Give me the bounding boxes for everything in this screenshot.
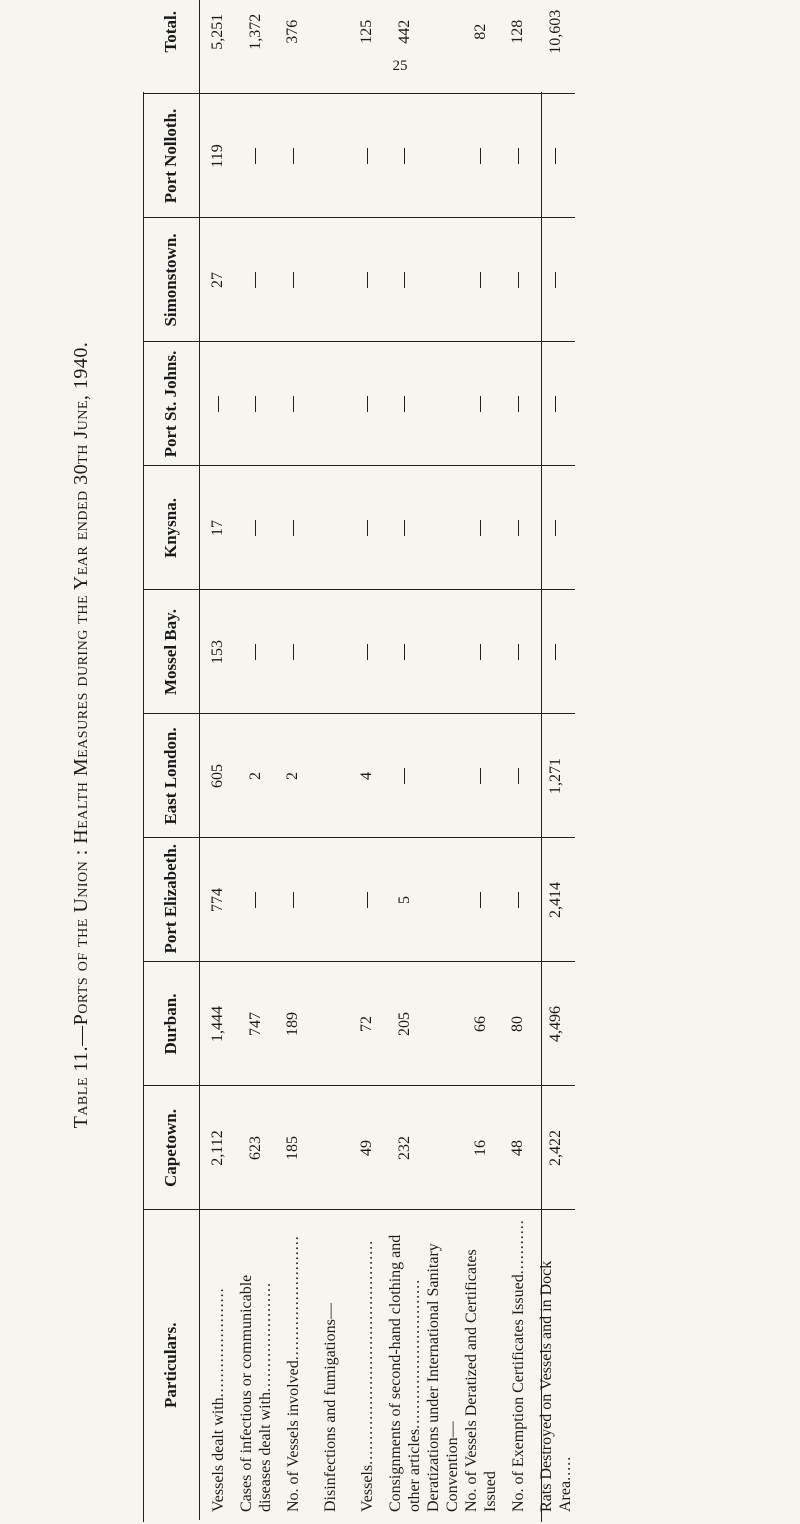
nil-dash — [480, 396, 481, 412]
table-cell — [500, 94, 537, 218]
table-cell — [312, 962, 349, 1086]
row-label-text: Rats Destroyed on Vessels and in Dock Area — [537, 1260, 574, 1512]
table-cell — [537, 94, 575, 218]
table-cell: 27 — [200, 218, 237, 342]
table-cell — [312, 590, 349, 714]
nil-dash — [518, 396, 519, 412]
table-cell — [500, 590, 537, 714]
table-cell — [312, 94, 349, 218]
table-cell — [424, 94, 462, 218]
header-knysna: Knysna. — [143, 466, 200, 590]
nil-dash — [367, 272, 368, 288]
nil-dash — [404, 644, 405, 660]
table-title: —Ports of the Union : Health Measures during the Year ended 30th June, 1940. — [70, 341, 92, 1046]
nil-dash — [218, 396, 219, 412]
table-cell — [537, 466, 575, 590]
row-label — [386, 1210, 424, 1520]
table-cell — [275, 218, 312, 342]
leader-dots: ...................... — [209, 1287, 227, 1398]
table-cell — [237, 342, 275, 466]
row-label-text: Consignments of second-hand clothing and other articles — [386, 1234, 423, 1512]
row-label — [500, 1210, 537, 1520]
table-cell: 205 — [386, 962, 424, 1086]
nil-dash — [367, 148, 368, 164]
header-capetown: Capetown. — [143, 1086, 200, 1210]
table-cell: 1,444 — [200, 962, 237, 1086]
table-row — [500, 0, 537, 1520]
table-cell — [424, 342, 462, 466]
nil-dash — [480, 520, 481, 536]
table-cell — [275, 466, 312, 590]
table-cell: 49 — [349, 1086, 386, 1210]
nil-dash — [255, 396, 256, 412]
nil-dash — [293, 644, 294, 660]
table-cell — [237, 838, 275, 962]
table-cell: 5,251 — [200, 0, 237, 94]
row-label — [237, 1210, 275, 1520]
table-cell: 48 — [500, 1086, 537, 1210]
table-cell: 2,422 — [537, 1086, 575, 1210]
nil-dash — [293, 396, 294, 412]
row-label — [462, 1210, 500, 1520]
row-label — [537, 1210, 575, 1520]
nil-dash — [404, 768, 405, 784]
header-east-london: East London. — [143, 714, 200, 838]
table-cell: 119 — [200, 94, 237, 218]
nil-dash — [255, 148, 256, 164]
table-cell — [537, 342, 575, 466]
header-port-elizabeth: Port Elizabeth. — [143, 838, 200, 962]
nil-dash — [367, 396, 368, 412]
table-cell: 66 — [462, 962, 500, 1086]
health-measures-table — [143, 9, 574, 1520]
header-port-nolloth: Port Nolloth. — [143, 94, 200, 218]
table-cell: 2,414 — [537, 838, 575, 962]
table-row — [200, 0, 237, 1520]
table-cell — [500, 838, 537, 962]
table-cell: 442 — [386, 0, 424, 94]
table-cell: 10,603 — [537, 0, 575, 94]
table-cell: 80 — [500, 962, 537, 1086]
table-cell: 1,271 — [537, 714, 575, 838]
table-cell — [349, 218, 386, 342]
table-body — [200, 0, 575, 1520]
table-cell — [462, 714, 500, 838]
table-cell: 125 — [349, 0, 386, 94]
table-cell — [349, 94, 386, 218]
nil-dash — [404, 396, 405, 412]
leader-dots: ...................... — [256, 1282, 274, 1393]
table-cell: 128 — [500, 0, 537, 94]
row-label-text: Deratizations under International Sanitary Convention— — [424, 1243, 461, 1512]
table-cell — [200, 342, 237, 466]
nil-dash — [404, 148, 405, 164]
nil-dash — [480, 892, 481, 908]
page-number: 25 — [392, 58, 408, 74]
table-cell: 17 — [200, 466, 237, 590]
nil-dash — [555, 272, 556, 288]
row-label-text: No. of Vessels involved — [284, 1360, 302, 1512]
nil-dash — [293, 520, 294, 536]
table-cell — [386, 714, 424, 838]
nil-dash — [555, 520, 556, 536]
row-label — [275, 1210, 312, 1520]
leader-dots: ............................................. — [358, 1239, 376, 1465]
table-number: Table 11. — [70, 1045, 92, 1129]
table-cell — [424, 838, 462, 962]
table-cell — [312, 218, 349, 342]
nil-dash — [555, 644, 556, 660]
nil-dash — [367, 644, 368, 660]
leader-dots: ......................... — [284, 1235, 302, 1361]
header-total: Total. — [143, 0, 200, 94]
row-label — [349, 1210, 386, 1520]
table-cell — [500, 342, 537, 466]
table-cell — [537, 590, 575, 714]
row-label-text: Vessels — [358, 1464, 376, 1512]
nil-dash — [293, 148, 294, 164]
table-row — [312, 0, 349, 1520]
table-cell — [237, 590, 275, 714]
table-cell — [312, 0, 349, 94]
nil-dash — [293, 892, 294, 908]
nil-dash — [518, 520, 519, 536]
table-cell: 1,372 — [237, 0, 275, 94]
table-cell — [275, 342, 312, 466]
table-cell: 72 — [349, 962, 386, 1086]
table-cell: 153 — [200, 590, 237, 714]
table-cell — [424, 714, 462, 838]
nil-dash — [404, 272, 405, 288]
table-cell: 774 — [200, 838, 237, 962]
table-cell — [349, 838, 386, 962]
header-durban: Durban. — [143, 962, 200, 1086]
nil-dash — [293, 272, 294, 288]
table-cell — [349, 342, 386, 466]
table-cell — [237, 218, 275, 342]
table-cell — [349, 590, 386, 714]
nil-dash — [255, 272, 256, 288]
table-row — [386, 0, 424, 1520]
table-cell — [462, 218, 500, 342]
table-cell — [386, 590, 424, 714]
table-cell — [462, 590, 500, 714]
table-cell: 623 — [237, 1086, 275, 1210]
row-label — [424, 1210, 462, 1520]
table-cell: 376 — [275, 0, 312, 94]
table-cell: 189 — [275, 962, 312, 1086]
nil-dash — [518, 768, 519, 784]
table-row — [237, 0, 275, 1520]
table-cell: 4,496 — [537, 962, 575, 1086]
row-label-text: No. of Exemption Certificates Issued — [509, 1274, 527, 1512]
header-simonstown: Simonstown. — [143, 218, 200, 342]
table-cell: 2 — [275, 714, 312, 838]
row-label — [200, 1210, 237, 1520]
row-label — [312, 1210, 349, 1520]
leader-dots: ..... — [556, 1455, 574, 1481]
table-cell — [462, 94, 500, 218]
nil-dash — [367, 892, 368, 908]
table-cell: 185 — [275, 1086, 312, 1210]
nil-dash — [518, 148, 519, 164]
table-cell: 4 — [349, 714, 386, 838]
table-cell — [537, 218, 575, 342]
table-cell — [462, 838, 500, 962]
table-row — [349, 0, 386, 1520]
table-cell — [424, 218, 462, 342]
table-cell — [349, 466, 386, 590]
nil-dash — [555, 148, 556, 164]
table-cell: 2 — [237, 714, 275, 838]
header-mossel-bay: Mossel Bay. — [143, 590, 200, 714]
table-row — [424, 0, 462, 1520]
header-row — [143, 0, 200, 1520]
leader-dots: .............................. — [405, 1278, 423, 1429]
table-row — [275, 0, 312, 1520]
nil-dash — [518, 644, 519, 660]
table-cell — [275, 94, 312, 218]
table-cell — [424, 590, 462, 714]
nil-dash — [367, 520, 368, 536]
table-cell: 605 — [200, 714, 237, 838]
leader-dots: ........... — [509, 1219, 527, 1275]
nil-dash — [518, 272, 519, 288]
nil-dash — [555, 396, 556, 412]
table-cell — [275, 838, 312, 962]
table-caption — [70, 85, 100, 1385]
row-label-text: Cases of infectious or communicable diseases dealt with — [237, 1274, 274, 1512]
table-row — [537, 0, 575, 1520]
table-cell — [500, 218, 537, 342]
table-cell: 16 — [462, 1086, 500, 1210]
table-cell — [424, 466, 462, 590]
nil-dash — [255, 892, 256, 908]
table-cell — [312, 466, 349, 590]
table-cell: 2,112 — [200, 1086, 237, 1210]
table-cell — [275, 590, 312, 714]
header-particulars: Particulars. — [143, 1210, 200, 1520]
table-cell: 5 — [386, 838, 424, 962]
table-row — [462, 0, 500, 1520]
table-cell — [237, 466, 275, 590]
nil-dash — [480, 272, 481, 288]
table-cell — [462, 466, 500, 590]
table-cell: 232 — [386, 1086, 424, 1210]
nil-dash — [480, 644, 481, 660]
table-cell — [424, 1086, 462, 1210]
table-cell — [386, 342, 424, 466]
table-cell: 747 — [237, 962, 275, 1086]
nil-dash — [518, 892, 519, 908]
table-cell — [312, 1086, 349, 1210]
table-cell — [424, 0, 462, 94]
table-cell — [386, 466, 424, 590]
nil-dash — [480, 148, 481, 164]
table-cell — [462, 342, 500, 466]
data-table — [143, 0, 575, 1520]
row-label-text: Vessels dealt with — [209, 1397, 227, 1512]
row-label-text: No. of Vessels Deratized and Certificates Issued — [462, 1249, 499, 1512]
table-cell — [237, 94, 275, 218]
table-cell — [312, 714, 349, 838]
nil-dash — [255, 520, 256, 536]
table-cell — [386, 94, 424, 218]
table-cell — [500, 714, 537, 838]
nil-dash — [255, 644, 256, 660]
table-cell — [424, 962, 462, 1086]
nil-dash — [404, 520, 405, 536]
table-cell — [386, 218, 424, 342]
table-cell — [500, 466, 537, 590]
table-cell — [312, 838, 349, 962]
table-cell — [312, 342, 349, 466]
header-port-st-johns: Port St. Johns. — [143, 342, 200, 466]
row-label-text: Disinfections and fumigations— — [321, 1303, 339, 1512]
table-cell: 82 — [462, 0, 500, 94]
nil-dash — [480, 768, 481, 784]
